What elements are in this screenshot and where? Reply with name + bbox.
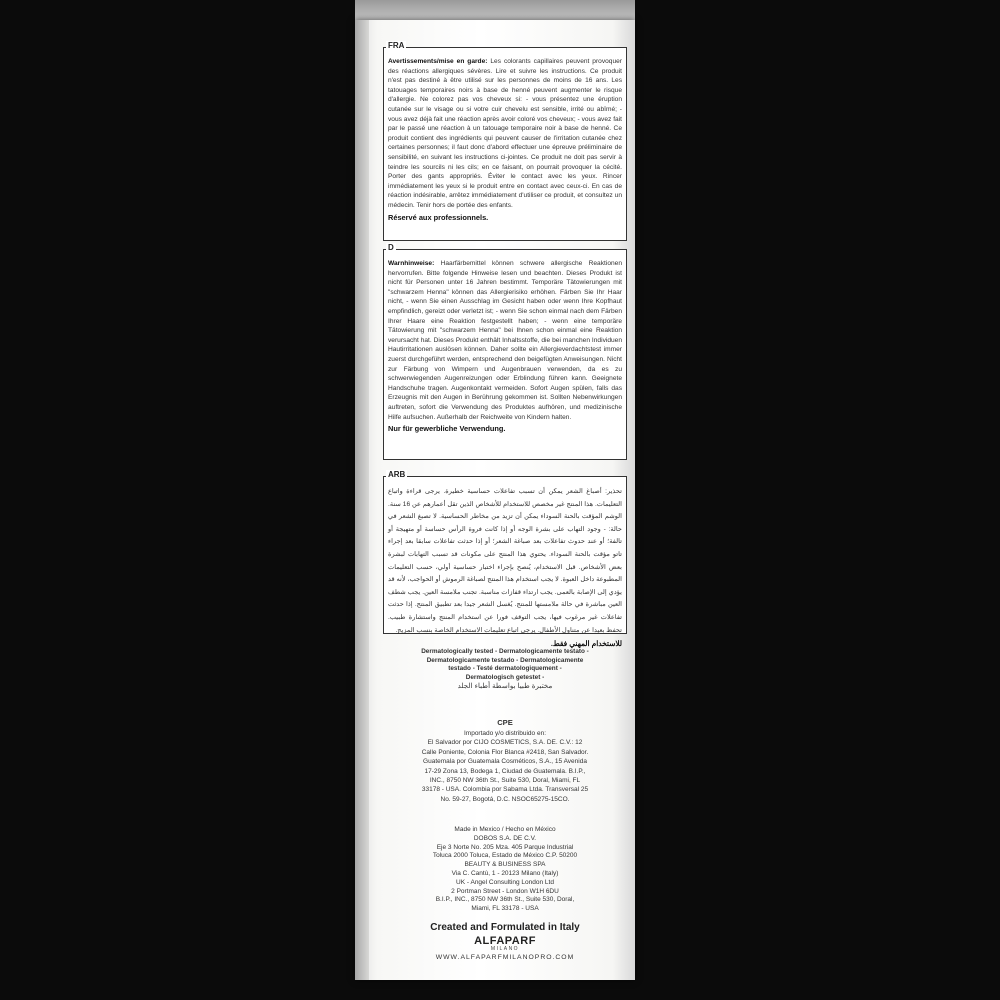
manufacturer-line: BEAUTY & BUSINESS SPA <box>464 861 546 869</box>
derm-line: Dermatologisch getestet - <box>465 673 545 681</box>
importer-line: El Salvador por CIJO COSMETICS, S.A. DE. C.V.: 12 <box>427 739 583 747</box>
derm-line: Dermatologically tested - Dermatologicamente testato - <box>421 648 589 655</box>
box-top-flap <box>355 0 635 22</box>
importer-line: INC., 8750 NW 36th St., Suite 530, Doral, Miami, FL <box>429 777 581 785</box>
importer-line: Guatemala por Guatemala Cosméticos, S.A., 15 Avenida <box>423 758 587 766</box>
manufacturer-line: Miami, FL 33178 - USA <box>471 905 539 913</box>
origin-statement: Created and Formulated in Italy <box>430 922 580 933</box>
manufacturer-line: Eje 3 Norte No. 205 Mza. 405 Parque Industrial <box>436 843 574 851</box>
derm-line: testado - Testé dermatologiquement - <box>448 665 562 673</box>
warning-text <box>388 57 622 211</box>
warning-panel-arabic <box>383 470 627 649</box>
cpe-title: CPE <box>497 718 513 727</box>
manufacturer-line: B.I.P., INC., 8750 NW 36th St., Suite 530, Doral, <box>435 896 575 904</box>
language-tag: D <box>388 243 394 252</box>
warning-panel-german <box>383 243 627 460</box>
derm-line-arabic: مختبرة طبيا بواسطة أطباء الجلد <box>457 681 553 691</box>
warning-body: Haarfärbemittel können schwere allergische Reaktionen hervorrufen. Bitte folgende Hinweise lesen und beachten. Dieses Produkt ist nicht für Personen unter 16 Jahren bestimmt. Temporäre Tätowierungen mit "schwarzem Henna" können das Allergierisiko erhöhen. Färben Sie Ihr Haar nicht, - wenn Sie einen Ausschlag im Gesicht haben oder wenn Ihre Kopfhaut empfindlich, gereizt oder verletzt ist; - wenn Sie schon einmal nach dem Färben Ihrer Haare eine Reaktion festgestellt haben; - wenn eine temporäre Tätowierung mit "schwarzem Henna" bei Ihnen schon einmal eine Reaktion verursacht hat. Dieses Produkt enthält Inhaltsstoffe, die bei manchen Individuen Hautirritationen auslösen können. Daher sollte ein Allergieverdachtstest immer zuerst durchgeführt werden, entsprechend den beigefügten Anweisungen. Nicht zur Färbung von Wimpern und Augenbrauen verwenden, da es zu schwerwiegenden Augenreizungen oder Erblindung führen kann. Geeignete Handschuhe tragen. Augenkontakt vermeiden. Sofort Augen spülen, falls das Erzeugnis mit den Augen in Berührung gekommen ist. Sollten Nebenwirkungen auftreten, sofort die Verwendung des Produktes aufhören, und medizinische Hilfe aufsuchen. Außerhalb der Reichweite von Kindern halten. <box>388 260 622 421</box>
dermatologically-tested-block <box>383 648 627 691</box>
warning-heading: Warnhinweise: <box>388 260 435 267</box>
importer-line: Importado y/o distribuido en: <box>463 730 547 737</box>
importer-line: 17-29 Zona 13, Bodega 1, Ciudad de Guatemala. B.I.P., <box>424 767 586 775</box>
brand-logo-subtitle: MILANO <box>490 946 520 952</box>
manufacturer-line: DOBOS S.A. DE C.V. <box>473 834 537 842</box>
website-url: WWW.ALFAPARFMILANOPRO.COM <box>435 954 575 961</box>
importer-info <box>383 729 627 804</box>
warning-heading: Avertissements/mise en garde: <box>388 58 488 65</box>
manufacturer-line: UK - Angel Consulting London Ltd <box>456 878 554 886</box>
manufacturer-line: 2 Portman Street - London W1H 6DU <box>451 887 559 895</box>
warning-body: Les colorants capillaires peuvent provoquer des réactions allergiques sévères. Lire et suivre les instructions. Ce produit n'est pas destiné à être utilisé sur les personnes de moins de 16 ans. Les tatouages temporaires noirs à base de henné peuvent augmenter le risque d'allergie. Ne colorez pas vos cheveux si: - vous présentez une éruption cutanée sur le visage ou si votre cuir chevelu est sensible, irrité ou abîmé; - vous avez déjà fait une réaction après avoir coloré vos cheveux; - vous avez fait par le passé une réaction à un tatouage temporaire noir à base de henné. Ce produit contient des ingrédients qui peuvent causer de l'irritation cutanée chez certaines personnes; il faut donc d'abord effectuer une épreuve préliminaire de sensibilité, en suivant les instructions ci-jointes. Ce produit ne doit pas servir à teindre les sourcils ni les cils; en ce faisant, on pourrait provoquer la cécité. Porter des gants appropriés. Éviter le contact avec les yeux. Rincer immédiatement les yeux si le produit entre en contact avec ceux-ci. En cas de réaction indésirable, arrêtez immédiatement d'utiliser ce produit, et consultez un médecin. Tenir hors de portée des enfants. <box>388 58 622 209</box>
language-tag: ARB <box>388 470 406 479</box>
professional-use-note: Réservé aux professionnels. <box>388 212 489 222</box>
language-tag: FRA <box>388 41 405 50</box>
professional-use-note: Nur für gewerbliche Verwendung. <box>388 424 506 434</box>
manufacturer-line: Toluca 2000 Toluca, Estado de México C.P. 50200 <box>432 852 578 860</box>
importer-line: No. 59-27, Bogotá, D.C. NSOC65275-15CO. <box>440 795 570 803</box>
manufacturer-line: Via C. Cantù, 1 - 20123 Milano (Italy) <box>451 869 559 877</box>
importer-line: 33178 - USA. Colombia por Sabama Ltda. Transversal 25 <box>421 786 589 794</box>
box-side-fold <box>355 20 369 980</box>
warning-text <box>388 259 622 422</box>
importer-line: Calle Poniente, Colonia Flor Blanca #2418, San Salvador. <box>421 748 589 756</box>
manufacturer-info <box>383 826 627 914</box>
warning-panel-french <box>383 41 627 241</box>
warning-text: تحذير: أصباغ الشعر يمكن أن تسبب تفاعلات حساسية خطيرة. يرجى قراءة واتباع التعليمات. هذا المنتج غير مخصص للاستخدام للأشخاص الذين تقل أعمارهم عن 16 سنة. الوشم المؤقت بالحنة السوداء يمكن أن تزيد من مخاطر الحساسية. لا تصبغ الشعر في حالة: - وجود التهاب على بشرة الوجه أو إذا كانت فروة الرأس حساسة أو متهيجة أو تالفة؛ أو عند حدوث تفاعلات بعد صباغة الشعر؛ أو إذا حدثت تفاعلات سابقا بعد إجراء تاتو مؤقت بالحنة السوداء. يحتوي هذا المنتج على مكونات قد تسبب التهابات لبشرة بعض الأشخاص. قبل الاستخدام، يُنصح بإجراء اختبار حساسية أولي، حسب التعليمات المطبوعة داخل العبوة. لا يجب استخدام هذا المنتج لصباغة الرموش أو الحواجب، لأنه قد يؤدي إلى الإصابة بالعمى. يجب ارتداء قفازات مناسبة. تجنب ملامسة العين. يجب شطف العين مباشرة في حالة ملامستها للمنتج. يُغسل الشعر جيدا بعد تطبيق المنتج. إذا حدثت تفاعلات غير مرغوب فيها، يجب التوقف فورا عن استخدام المنتج واستشارة طبيب. تحفظ بعيدا عن متناول الأطفال. يرجى اتباع تعليمات الاستخدام الخاصة بنسب المزيج. <box>388 488 622 634</box>
brand-logo: ALFAPARF <box>474 935 536 947</box>
derm-line: Dermatologicamente testado - Dermatologicamente <box>426 656 584 664</box>
professional-use-note: للاستخدام المهني فقط. <box>550 639 622 649</box>
manufacturer-line: Made in Mexico / Hecho en México <box>454 826 556 833</box>
